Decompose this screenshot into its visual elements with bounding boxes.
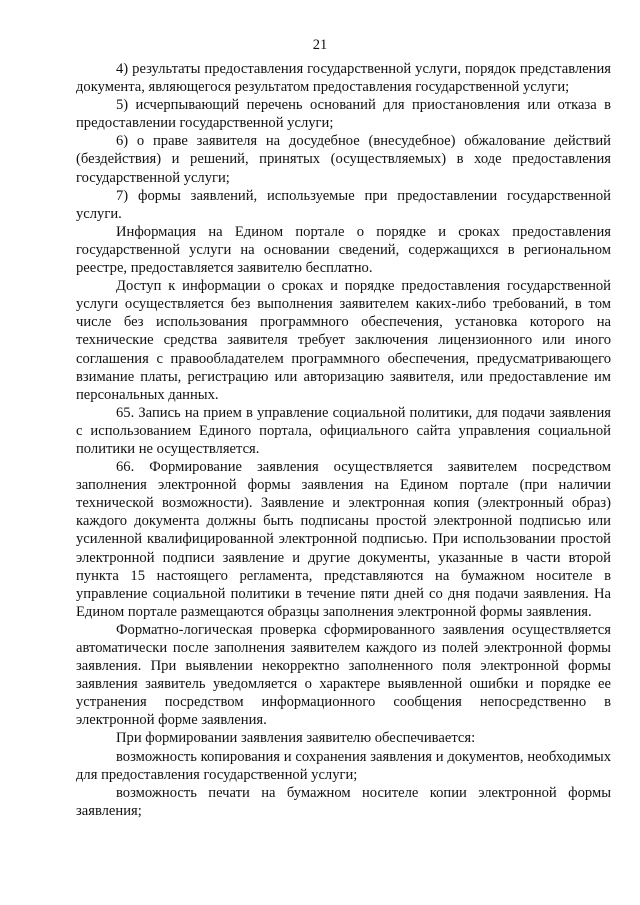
paragraph-provided-list-intro: При формировании заявления заявителю обеспечивается:	[116, 730, 476, 747]
page-number: 21	[312, 37, 328, 53]
paragraph-item-7: 7) формы заявлений, используемые при предоставлении государственной услуги.	[76, 187, 611, 222]
paragraph-item-6: 6) о праве заявителя на досудебное (внесудебное) обжалование действий (бездействия) и решений, принятых (осуществляемых) в ходе предоставления государственной услуги;	[76, 133, 611, 186]
paragraph-clause-66: 66. Формирование заявления осуществляется заявителем посредством заполнения электронной формы заявления на Едином портале (при наличии технической возможности). Заявление и электронная копия (электронный образ) каждого документа должны быть подписаны простой электронной подписью или усиленной квалифицированной электронной подписью. При использовании простой электронной подписи заявление и другие документы, указанные в части второй пункта 15 настоящего регламента, представляются на бумажном носителе в управление социальной политики в течение пяти дней со дня подачи заявления. На Едином портале размещаются образцы заполнения электронной формы заявления.	[76, 459, 611, 620]
paragraph-copy-save: возможность копирования и сохранения заявления и документов, необходимых для предоставления государственной услуги;	[76, 748, 611, 783]
document-body	[76, 60, 611, 820]
paragraph-item-5: 5) исчерпывающий перечень оснований для приостановления или отказа в предоставлении государственной услуги;	[76, 97, 611, 132]
paragraph-print: возможность печати на бумажном носителе копии электронной формы заявления;	[76, 784, 611, 819]
paragraph-access: Доступ к информации о сроках и порядке предоставления государственной услуги осуществляется без выполнения заявителем каких-либо требований, в том числе без использования программного обеспечения, установка которого на технические средства заявителя требует заключения лицензионного или иного соглашения с правообладателем программного обеспечения, предусматривающего взимание платы, регистрацию или авторизацию заявителя, или предоставление им персональных данных.	[76, 278, 611, 403]
paragraph-clause-65: 65. Запись на прием в управление социальной политики, для подачи заявления с использованием Единого портала, официального сайта управления социальной политики не осуществляется.	[76, 404, 611, 457]
paragraph-item-4: 4) результаты предоставления государственной услуги, порядок представления документа, являющегося результатом предоставления государственной услуги;	[76, 61, 611, 96]
paragraph-info-free: Информация на Едином портале о порядке и сроках предоставления государственной услуги на основании сведений, содержащихся в региональном реестре, предоставляется заявителю бесплатно.	[76, 223, 611, 277]
paragraph-format-check: Форматно-логическая проверка сформированного заявления осуществляется автоматически после заполнения заявителем каждого из полей электронной формы заявления. При выявлении некорректно заполненного поля электронной формы заявления заявитель уведомляется о характере выявленной ошибки и порядке ее устранения посредством информационного сообщения непосредственно в электронной форме заявления.	[76, 621, 611, 729]
